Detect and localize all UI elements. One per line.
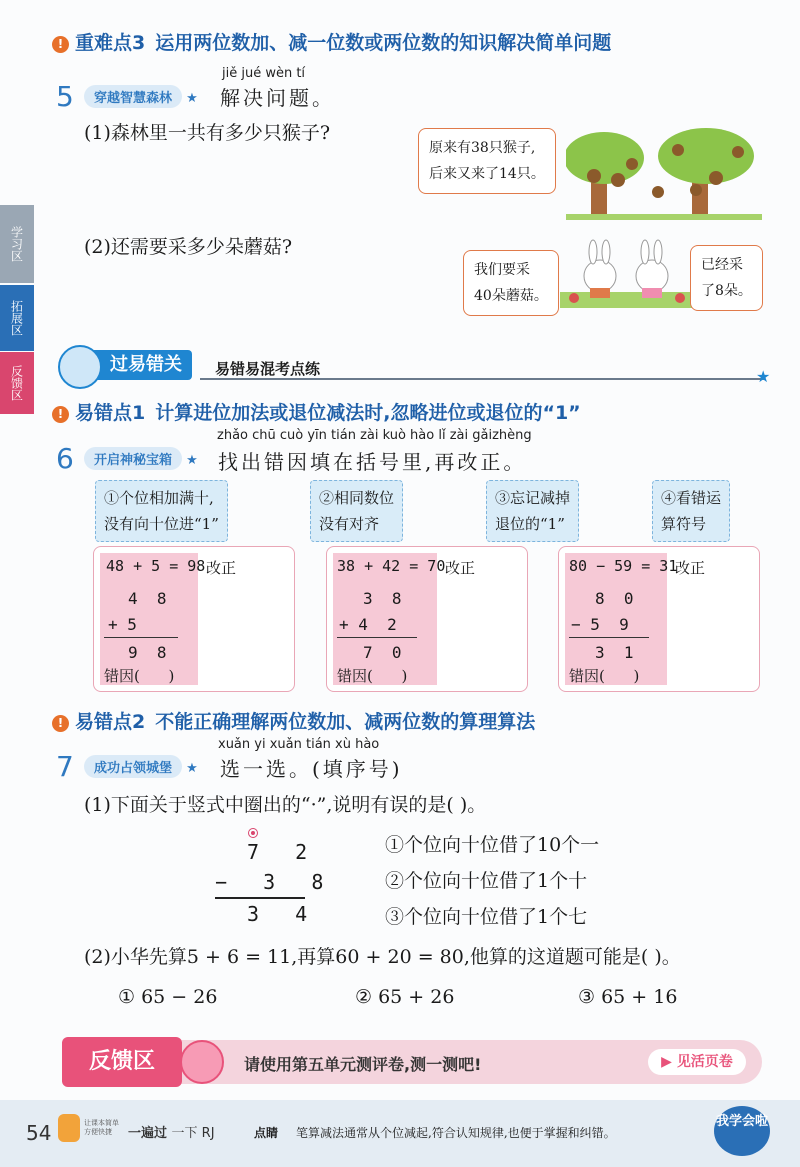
- feedback-label: 反馈区: [62, 1037, 182, 1087]
- logo: 我学会啦: [714, 1106, 770, 1156]
- sub-question-1: (1)森林里一共有多少只猴子?: [84, 122, 331, 144]
- error-reason-1: ①个位相加满十, 没有向十位进“1”: [95, 480, 228, 542]
- pinyin-line: xuǎn yi xuǎn tián xù hào: [218, 737, 380, 752]
- sub-question-1: (1)下面关于竖式中圈出的“·”,说明有误的是( )。: [84, 794, 487, 816]
- question-instruction: 解决问题。: [220, 86, 335, 110]
- tip-text: 笔算减法通常从个位减起,符合认知规律,也便于掌握和纠错。: [296, 1126, 616, 1140]
- option-1[interactable]: ① 65 − 26: [118, 986, 218, 1008]
- calc-card: 48 + 5 = 98 改正 4 8 + 5 9 8 错因( ): [93, 546, 295, 692]
- brand-small: 让课本简单 方便快捷: [84, 1119, 119, 1136]
- error-reason-4: ④看错运 算符号: [652, 480, 730, 542]
- question-number: 7: [56, 750, 74, 783]
- series-name: 一遍过 一下 RJ: [128, 1126, 215, 1141]
- star-icon: ★: [182, 761, 198, 776]
- option-3[interactable]: ③ 65 + 16: [578, 986, 678, 1008]
- calc-card: 38 + 42 = 70 改正 3 8 + 4 2 7 0 错因( ): [326, 546, 528, 692]
- rabbits-illustration: [560, 236, 696, 308]
- alert-icon: !: [52, 36, 69, 53]
- answer-blank[interactable]: 错因( ): [337, 667, 408, 685]
- circled-dot-icon: [248, 828, 258, 838]
- side-tab-study[interactable]: 学习区: [0, 205, 34, 283]
- star-icon: ★: [182, 453, 198, 468]
- side-tab-extend[interactable]: 拓展区: [0, 285, 34, 351]
- mascot-icon: [58, 1114, 80, 1142]
- sub-question-2: (2)小华先算5 + 6 = 11,再算60 + 20 = 80,他算的这道题可能是( )。: [84, 946, 681, 968]
- calc-card: 80 − 59 = 31 改正 8 0 − 5 9 3 1 错因( ): [558, 546, 760, 692]
- vertical-calc-rule: [215, 897, 305, 899]
- section-banner: 过易错关: [64, 350, 192, 380]
- option-2[interactable]: ②个位向十位借了1个十: [385, 870, 588, 892]
- option-3[interactable]: ③个位向十位借了1个七: [385, 906, 588, 928]
- speech-bubble-monkeys: 原来有38只猴子, 后来又来了14只。: [418, 128, 556, 194]
- question-number: 6: [56, 442, 74, 475]
- alert-icon: !: [52, 715, 69, 732]
- mascot-icon: [180, 1040, 224, 1084]
- pinyin-line: zhǎo chū cuò yīn tián zài kuò hào lǐ zài gǎizhèng: [217, 428, 532, 443]
- option-2[interactable]: ② 65 + 26: [355, 986, 455, 1008]
- see-worksheet-button[interactable]: ▶ 见活页卷: [648, 1049, 746, 1075]
- speech-bubble-picked: 已经采 了8朵。: [690, 245, 763, 311]
- star-icon: ★: [756, 367, 771, 386]
- banner-rule: [200, 378, 764, 380]
- answer-blank[interactable]: 错因( ): [104, 667, 175, 685]
- speech-bubble-rabbit: 我们要采 40朵蘑菇。: [463, 250, 559, 316]
- question-tag: 穿越智慧森林 ★: [84, 85, 198, 108]
- side-tab-feedback[interactable]: 反馈区: [0, 352, 34, 414]
- error-reason-2: ②相同数位 没有对齐: [310, 480, 403, 542]
- question-number: 5: [56, 80, 74, 113]
- error-point-1-heading: ! 易错点1 计算进位加法或退位减法时,忽略进位或退位的“1”: [52, 398, 581, 425]
- tip-label: 点睛: [254, 1126, 279, 1140]
- sub-question-2: (2)还需要采多少朵蘑菇?: [84, 236, 293, 258]
- question-instruction: 找出错因填在括号里,再改正。: [218, 450, 527, 474]
- pinyin-line: jiě jué wèn tí: [222, 66, 306, 81]
- alert-icon: !: [52, 406, 69, 423]
- option-1[interactable]: ①个位向十位借了10个一: [385, 834, 600, 856]
- question-tag: 开启神秘宝箱 ★: [84, 447, 198, 470]
- answer-blank[interactable]: 错因( ): [569, 667, 640, 685]
- feedback-text: 请使用第五单元测评卷,测一测吧!: [244, 1055, 482, 1074]
- monkey-trees-illustration: [566, 120, 762, 220]
- question-instruction: 选一选。(填序号): [220, 757, 403, 781]
- banner-subtitle: 易错易混考点练: [215, 360, 321, 378]
- error-reason-3: ③忘记减掉 退位的“1”: [486, 480, 579, 542]
- question-tag: 成功占领城堡 ★: [84, 755, 198, 778]
- error-point-2-heading: ! 易错点2 不能正确理解两位数加、减两位数的算理算法: [52, 707, 535, 734]
- key-point-3-heading: ! 重难点3 运用两位数加、减一位数或两位数的知识解决简单问题: [52, 28, 611, 55]
- mascot-icon: [58, 345, 102, 389]
- star-icon: ★: [182, 91, 198, 106]
- page-number: 54: [26, 1121, 52, 1145]
